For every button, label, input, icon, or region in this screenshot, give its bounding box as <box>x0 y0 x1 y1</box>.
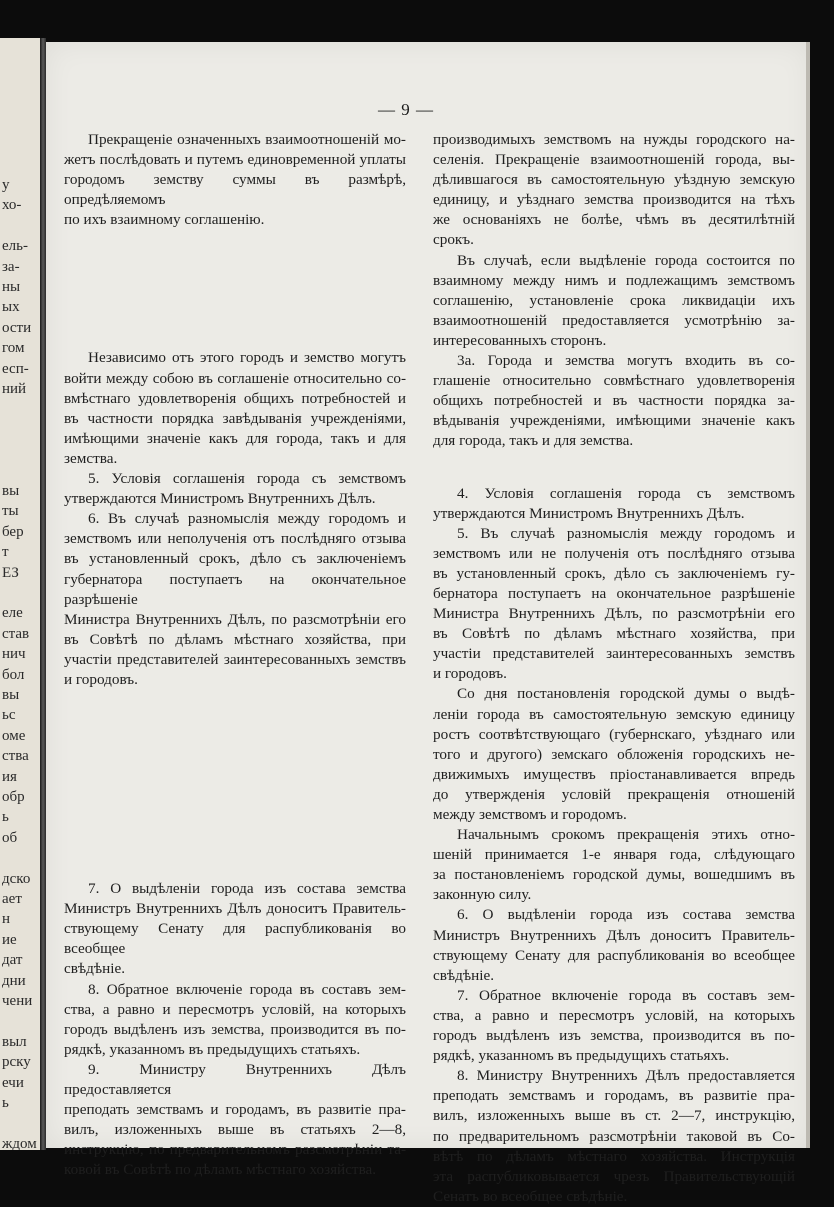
text-line: 7. Обратное включенiе города въ составъ зем- <box>457 986 795 1004</box>
text-line: земства. <box>64 449 118 467</box>
text-line: дѣлившагося въ самостоятельную уѣздную земскую <box>433 171 795 189</box>
text-line: ствующему Сенату для распубликованiя во всеобщее <box>64 920 406 958</box>
paragraph <box>433 484 795 524</box>
text-line: утверждаются Министромъ Внутреннихъ Дѣлъ. <box>433 504 745 522</box>
prev-page-fragment: еле <box>2 605 23 622</box>
text-line: въ частности порядка завѣдыванiя учрежденiями, <box>64 409 406 427</box>
text-line: рядкѣ, указанномъ въ предыдущихъ статьяхъ. <box>433 1047 730 1065</box>
text-line: ковой въ Совѣтѣ по дѣламъ мѣстнаго хозяйства. <box>64 1161 377 1179</box>
prev-page-fragment: об <box>2 829 18 846</box>
text-line: между земствомъ и городомъ. <box>433 806 627 823</box>
paragraph <box>433 251 795 351</box>
prev-page-fragment: дни <box>2 972 26 989</box>
text-line: городомъ земству суммы въ размѣрѣ, опредѣляемомъ <box>64 171 406 209</box>
text-line: ленiи города въ самостоятельную земскую единицу <box>433 705 795 723</box>
text-line: вилъ, изложенныхъ выше въ статьяхъ 2—8, <box>64 1121 406 1139</box>
prev-page-fragment: вы <box>2 687 20 703</box>
paragraph <box>64 469 406 509</box>
prev-page-fragment: дско <box>2 870 31 887</box>
prev-page-fragment: ие <box>2 931 17 948</box>
text-line: свѣдѣнiе. <box>64 960 126 978</box>
prev-page-fragment: за- <box>2 258 20 275</box>
prev-page-fragment: ЕЗ <box>2 564 19 581</box>
text-line: по ихъ взаимному соглашенiю. <box>64 211 265 229</box>
prev-page-fragment: ель- <box>2 238 28 255</box>
text-line: 9. Министру Внутреннихъ Дѣлъ предоставляется <box>64 1060 406 1098</box>
prev-page-fragment: бол <box>2 666 25 683</box>
text-line: войти между собою въ соглашенiе относительно со- <box>64 369 406 387</box>
page-edge <box>806 42 810 1148</box>
paragraph <box>64 509 406 690</box>
text-line: и городовъ. <box>433 665 507 683</box>
text-line: срокъ. <box>433 231 474 249</box>
prev-page-fragment: ны <box>2 279 21 295</box>
paragraph <box>64 980 406 1060</box>
text-line: въ установленный срокъ, дѣло съ заключенiемъ гу- <box>433 564 795 582</box>
text-line: вѣтѣ по дѣламъ мѣстнаго хозяйства. Инструкцiя <box>433 1147 795 1165</box>
prev-page-fragment: хо- <box>2 197 22 214</box>
prev-page-fragment: чени <box>2 993 33 1009</box>
prev-page-fragment: гом <box>2 340 25 357</box>
right-column <box>433 130 795 1207</box>
text-line: въ установленный срокъ, дѣло съ заключенiемъ <box>64 550 406 568</box>
prev-page-fragment: есп- <box>2 360 29 377</box>
paragraph <box>433 986 795 1066</box>
prev-page-fragment: рску <box>2 1054 31 1071</box>
text-line: Министръ Внутреннихъ Дѣлъ доноситъ Правитель- <box>433 926 795 944</box>
text-line: Независимо отъ этого городъ и земство могутъ <box>88 349 406 367</box>
page-number: — 9 — <box>378 100 434 119</box>
paragraph <box>433 825 795 905</box>
text-line: 5. Условiя соглашенiя города съ земствомъ <box>88 470 406 488</box>
paragraph <box>433 351 795 451</box>
prev-page-fragment: бер <box>2 523 24 540</box>
paragraph <box>64 879 406 979</box>
text-line: и городовъ. <box>64 670 138 688</box>
text-line: 7. О выдѣленiи города изъ состава земства <box>88 880 406 898</box>
text-line: бернатора поступаетъ на окончательное разрѣшенiе <box>433 584 795 602</box>
text-line: законную силу. <box>433 886 532 904</box>
text-line: 3а. Города и земства могутъ входить въ со- <box>457 352 795 370</box>
text-line: преподать земствамъ и городамъ, въ развитiе пра- <box>433 1087 795 1105</box>
text-line: ствующему Сенату для распубликованiя во всеобщее <box>433 946 795 964</box>
prev-page-fragment: ает <box>2 891 22 907</box>
text-line: того и другого) земскаго обложенiя городскихъ не- <box>433 745 795 763</box>
text-line: ростъ соотвѣтствующаго (губернскаго, уѣзднаго или <box>433 725 795 743</box>
paragraph <box>433 130 795 251</box>
text-line: общихъ потребностей и въ частности порядка за- <box>433 392 795 410</box>
text-line: инструкцiю, по предварительномъ разсмотрѣнiи та- <box>64 1141 406 1159</box>
text-line: глашенiе относительно совмѣстнаго удовлетворенiя <box>433 372 795 390</box>
text-line: для города, такъ и для земства. <box>433 432 634 450</box>
paragraph <box>64 130 406 230</box>
text-line: Въ случаѣ, если выдѣленiе города состоится по <box>457 251 795 269</box>
text-line: 8. Министру Внутреннихъ Дѣлъ предоставляется <box>457 1067 795 1085</box>
prev-page-fragment: став <box>2 625 30 642</box>
text-line: свѣдѣнiе. <box>433 966 495 984</box>
text-line: Начальнымъ срокомъ прекращенiя этихъ отно- <box>457 826 795 844</box>
paragraph <box>433 684 795 825</box>
text-line: же основанiяхъ не болѣе, чѣмъ въ десятилѣтнiй <box>433 211 795 229</box>
text-line: Сенатъ во всеобщее свѣдѣнiе. <box>433 1187 628 1205</box>
previous-page-edge <box>0 38 40 1150</box>
text-line: Министръ Внутреннихъ Дѣлъ доноситъ Правитель- <box>64 900 406 918</box>
text-line: въ Совѣтѣ по дѣламъ мѣстнаго хозяйства, при <box>433 625 795 643</box>
text-line: имѣющими значенiе какъ для города, такъ и для <box>64 429 406 447</box>
text-line: производимыхъ земствомъ на нужды городского на- <box>433 131 795 148</box>
prev-page-fragment: вы <box>2 483 20 499</box>
paragraph <box>433 1066 795 1207</box>
text-line: селенiя. Прекращенiе взаимоотношенiй города, вы- <box>433 151 795 169</box>
text-line: 4. Условiя соглашенiя города съ земствомъ <box>457 484 795 502</box>
text-line: 8. Обратное включенiе города въ составъ зем- <box>88 980 406 998</box>
prev-page-fragment: нич <box>2 646 26 663</box>
prev-page-fragment: у <box>2 177 10 193</box>
prev-page-fragment: ости <box>2 319 32 336</box>
text-line: Министра Внутреннихъ Дѣлъ, по разсмотрѣнiи его <box>433 605 795 623</box>
text-line: 6. Въ случаѣ разномыслiя между городомъ и <box>88 510 406 528</box>
text-line: эта распубликовывается чрезъ Правительствующiй <box>433 1167 795 1185</box>
text-line: въ Совѣтѣ по дѣламъ мѣстнаго хозяйства, при <box>64 630 406 648</box>
paragraph <box>64 1060 406 1181</box>
text-line: вѣдыванiя учрежденiями, имѣющими значенiе какъ <box>433 412 795 430</box>
text-line: соглашенiю, установленiе срока ликвидацiи ихъ <box>433 291 795 309</box>
paragraph <box>64 348 406 469</box>
prev-page-fragment: выл <box>2 1033 27 1050</box>
prev-page-fragment: ты <box>2 503 19 520</box>
text-line: до утвержденiя условiй прекращенiя отношенiй <box>433 785 795 803</box>
text-line: земствомъ или не полученiя отъ послѣдняго отзыва <box>433 544 795 562</box>
left-column <box>64 130 406 1180</box>
prev-page-fragment: ь <box>2 809 9 826</box>
text-line: взаимоотношенiй предоставляется усмотрѣнiю за- <box>433 311 795 329</box>
prev-page-fragment: дат <box>2 952 23 969</box>
text-line: Прекращенiе означенныхъ взаимоотношенiй мо- <box>88 131 406 148</box>
text-line: вилъ, изложенныхъ выше въ ст. 2—7, инструкцiю, <box>433 1107 795 1125</box>
text-line: шенiй принимается 1-е января года, слѣдующаго <box>433 846 795 864</box>
prev-page-fragment: оме <box>2 727 26 744</box>
text-line: губернатора поступаетъ на окончательное разрѣшенiе <box>64 570 406 608</box>
text-line: городъ выдѣленъ изъ земства, производится въ по- <box>433 1027 795 1045</box>
prev-page-fragment: ждом <box>2 1135 37 1150</box>
text-line: земствомъ или неполученiя отъ послѣдняго отзыва <box>64 530 406 548</box>
prev-page-fragment: ства <box>2 748 29 765</box>
text-line: 6. О выдѣленiи города изъ состава земства <box>457 906 795 924</box>
text-line: единицу, и уѣзднаго земства производится на тѣхъ <box>433 191 795 209</box>
prev-page-fragment: н <box>2 911 11 928</box>
text-line: вмѣстнаго удовлетворенiя общихъ потребностей и <box>64 389 406 407</box>
prev-page-fragment: ия <box>2 768 17 785</box>
text-line: по предварительномъ разсмотрѣнiи таковой въ Со- <box>433 1127 795 1145</box>
text-line: утверждаются Министромъ Внутреннихъ Дѣлъ. <box>64 490 376 508</box>
paragraph <box>433 524 795 685</box>
text-line: рядкѣ, указанномъ въ предыдущихъ статьяхъ. <box>64 1040 361 1058</box>
prev-page-fragment: ых <box>2 299 20 316</box>
text-line: участiи представителей заинтересованныхъ земствъ <box>433 645 795 663</box>
text-line: ства, а равно и пересмотръ условiй, на которыхъ <box>64 1000 406 1018</box>
prev-page-fragment: ь <box>2 1095 9 1111</box>
prev-page-fragment: т <box>2 544 9 561</box>
text-line: преподать земствамъ и городамъ, въ развитiе пра- <box>64 1101 406 1119</box>
text-line: 5. Въ случаѣ разномыслiя между городомъ и <box>457 524 795 542</box>
paragraph <box>433 905 795 985</box>
text-line: Со дня постановленiя городской думы о выдѣ- <box>457 685 795 703</box>
text-line: ства, а равно и пересмотръ условiй, на которыхъ <box>433 1006 795 1024</box>
text-line: за постановленiемъ городской думы, вошедшимъ въ <box>433 866 795 884</box>
prev-page-fragment: ьс <box>2 707 16 724</box>
text-line: интересованныхъ сторонъ. <box>433 331 607 349</box>
text-line: участiи представителей заинтересованныхъ земствъ <box>64 650 406 668</box>
prev-page-fragment: ечи <box>2 1074 24 1091</box>
text-line: взаимному между нимъ и подлежащимъ земствомъ <box>433 271 795 289</box>
text-line: Министра Внутреннихъ Дѣлъ, по разсмотрѣнiи его <box>64 610 406 628</box>
text-line: городъ выдѣленъ изъ земства, производится въ по- <box>64 1020 406 1038</box>
prev-page-fragment: ний <box>2 381 27 397</box>
prev-page-fragment: обр <box>2 789 25 805</box>
text-line: движимыхъ имуществъ прiостанавливается впредь <box>433 765 795 783</box>
text-line: жетъ послѣдовать и путемъ единовременной уплаты <box>64 151 406 169</box>
